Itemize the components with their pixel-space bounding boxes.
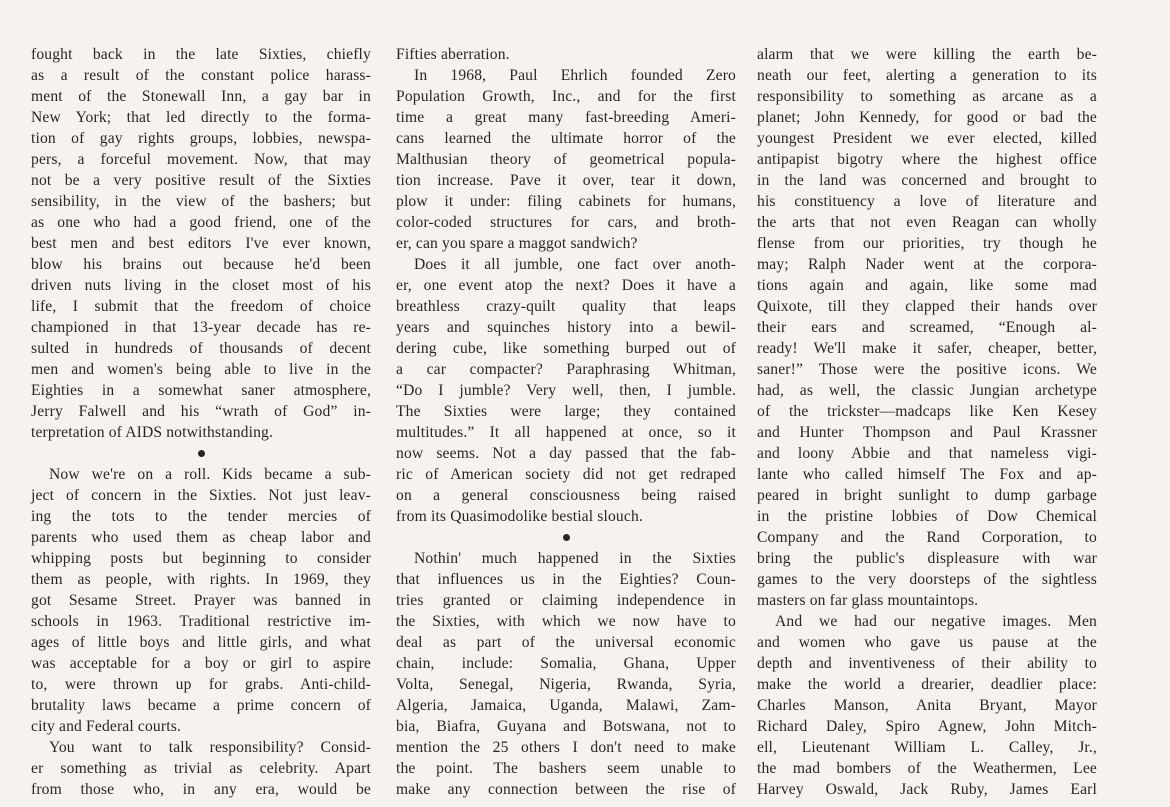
text-column-1 [31,44,371,800]
text-line: pers, a forceful movement. Now, that may [31,151,371,168]
text-line: responsibility to something as arcane as a [757,88,1097,105]
text-line: bia, Biafra, Guyana and Botswana, not to [396,718,736,735]
text-line: tion increase. Pave it over, tear it down, [396,172,736,189]
text-line: blow his brains out because he'd been [31,256,371,273]
text-line: them as people, with rights. In 1969, they [31,571,371,588]
text-line: flense from our priorities, try though he [757,235,1097,252]
text-line: ages of little boys and little girls, and what [31,634,371,651]
text-line: The Sixties were large; they contained [396,403,736,420]
text-line: and Hunter Thompson and Paul Krassner [757,424,1097,441]
text-line: a car compacter? Paraphrasing Whitman, [396,361,736,378]
text-line: the arts that not even Reagan can wholly [757,214,1097,231]
text-line: championed in that 13-year decade has re- [31,319,371,336]
text-line: city and Federal courts. [31,718,181,735]
text-line: tion of gay rights groups, lobbies, newspa- [31,130,371,147]
text-line: Now we're on a roll. Kids became a sub- [49,466,371,483]
text-line: youngest President we ever elected, killed [757,130,1097,147]
text-line: er something as trivial as celebrity. Apart [31,760,371,777]
text-line: In 1968, Paul Ehrlich founded Zero [414,67,736,84]
text-line: his constituency a love of literature and [757,193,1097,210]
text-line: Charles Manson, Anita Bryant, Mayor [757,697,1097,714]
text-line: may; Ralph Nader went at the corpora- [757,256,1097,273]
text-line: had, as well, the classic Jungian archetype [757,382,1097,399]
text-line: New York; that led directly to the forma- [31,109,371,126]
text-line: dering cube, like something burped out of [396,340,736,357]
text-line: driven nuts living in the closet most of his [31,277,371,294]
text-line: Quixote, till they clapped their hands over [757,298,1097,315]
text-line: life, I submit that the freedom of choice [31,298,371,315]
text-line: Eighties in a somewhat saner atmosphere, [31,382,371,399]
text-line: color-coded structures for cars, and broth- [396,214,736,231]
text-line: sulted in hundreds of thousands of decent [31,340,371,357]
text-line: peared in bright sunlight to dump garbage [757,487,1097,504]
text-line: Volta, Senegal, Nigeria, Rwanda, Syria, [396,676,736,693]
text-line: saner!” Those were the positive icons. We [757,361,1097,378]
text-line: Company and the Rand Corporation, to [757,529,1097,546]
text-line: planet; John Kennedy, for good or bad the [757,109,1097,126]
text-line: in the land was concerned and brought to [757,172,1097,189]
text-line: time a great many fast-breeding Ameri- [396,109,736,126]
section-break-bullet [396,527,736,548]
text-line: make the world a drearier, deadlier place: [757,676,1097,693]
text-line: chain, include: Somalia, Ghana, Upper [396,655,736,672]
text-line: their ears and screamed, “Enough al- [757,319,1097,336]
text-line: breathless crazy-quilt quality that leaps [396,298,736,315]
text-line: men and women's being able to live in the [31,361,371,378]
section-break-bullet [31,443,371,464]
text-line: as a result of the constant police harass- [31,67,371,84]
text-line: masters on far glass mountaintops. [757,592,979,609]
text-line: the Sixties, with which we now have to [396,613,736,630]
text-line: ell, Lieutenant William L. Calley, Jr., [757,739,1097,756]
text-line: in the pristine lobbies of Dow Chemical [757,508,1097,525]
text-line: mention the 25 others I don't need to make [396,739,736,756]
text-line: tries granted or claiming independence in [396,592,736,609]
text-line: from those who, in any era, would be [31,781,371,798]
text-line: Richard Daley, Spiro Agnew, John Mitch- [757,718,1097,735]
text-line: that influences us in the Eighties? Coun- [396,571,736,588]
text-line: plow it under: filing cabinets for humans, [396,193,736,210]
text-line: on a general consciousness being raised [396,487,736,504]
text-line: alarm that we were killing the earth be- [757,46,1097,63]
text-line: You want to talk responsibility? Consid- [49,739,371,756]
text-line: schools in 1963. Traditional restrictive im- [31,613,371,630]
text-line: the point. The bashers seem unable to [396,760,736,777]
text-line: whipping posts but beginning to consider [31,550,371,567]
text-line: Does it all jumble, one fact over anoth- [414,256,736,273]
text-line: from its Quasimodolike bestial slouch. [396,508,643,525]
text-line: Malthusian theory of geometrical popula- [396,151,736,168]
text-line: now seems. Not a day passed that the fab- [396,445,736,462]
text-line: years and squinches history into a bewil- [396,319,736,336]
text-line: terpretation of AIDS notwithstanding. [31,424,274,441]
text-line: to, were thrown up for grabs. Anti-child- [31,676,371,693]
text-line: got Sesame Street. Prayer was banned in [31,592,371,609]
text-line: ject of concern in the Sixties. Not just leav- [31,487,371,504]
text-line: cans learned the ultimate horror of the [396,130,736,147]
text-line: of the trickster—madcaps like Ken Kesey [757,403,1097,420]
text-line: er, can you spare a maggot sandwich? [396,235,638,252]
text-line: And we had our negative images. Men [775,613,1097,630]
text-line: the mad bombers of the Weathermen, Lee [757,760,1097,777]
text-line: and women who gave us pause at the [757,634,1097,651]
text-column-3 [757,44,1097,800]
text-line: parents who used them as cheap labor and [31,529,371,546]
text-line: and loony Abbie and that nameless vigi- [757,445,1097,462]
text-line: not be a very positive result of the Sixties [31,172,371,189]
text-line: bring the public's displeasure with war [757,550,1097,567]
text-line: ready! We'll make it safer, cheaper, better, [757,340,1097,357]
text-line: ing the tots to the tender mercies of [31,508,371,525]
text-line: “Do I jumble? Very well, then, I jumble. [396,382,736,399]
text-line: tions again and again, like some mad [757,277,1097,294]
text-line: Population Growth, Inc., and for the first [396,88,736,105]
text-line: best men and best editors I've ever known, [31,235,371,252]
text-line: fought back in the late Sixties, chiefly [31,46,371,63]
text-line: Algeria, Jamaica, Uganda, Malawi, Zam- [396,697,736,714]
text-line: Harvey Oswald, Jack Ruby, James Earl [757,781,1097,798]
text-line: Jerry Falwell and his “wrath of God” in- [31,403,371,420]
text-line: Nothin' much happened in the Sixties [414,550,736,567]
text-line: depth and inventiveness of their ability to [757,655,1097,672]
text-line: sensibility, in the view of the bashers; but [31,193,371,210]
text-line: deal as part of the universal economic [396,634,736,651]
text-line: Fifties aberration. [396,46,510,63]
text-column-2 [396,44,736,800]
text-line: brutality laws became a prime concern of [31,697,371,714]
text-line: lante who called himself The Fox and ap- [757,466,1097,483]
text-line: make any connection between the rise of [396,781,736,798]
text-line: games to the very doorsteps of the sightless [757,571,1097,588]
text-line: multitudes.” It all happened at once, so it [396,424,736,441]
text-line: er, one event atop the next? Does it have a [396,277,736,294]
text-line: neath our feet, alerting a generation to its [757,67,1097,84]
text-line: as one who had a good friend, one of the [31,214,371,231]
text-line: antipapist bigotry where the highest office [757,151,1097,168]
text-line: ment of the Stonewall Inn, a gay bar in [31,88,371,105]
text-line: ric of American society did not get redraped [396,466,736,483]
text-line: was acceptable for a boy or girl to aspire [31,655,371,672]
